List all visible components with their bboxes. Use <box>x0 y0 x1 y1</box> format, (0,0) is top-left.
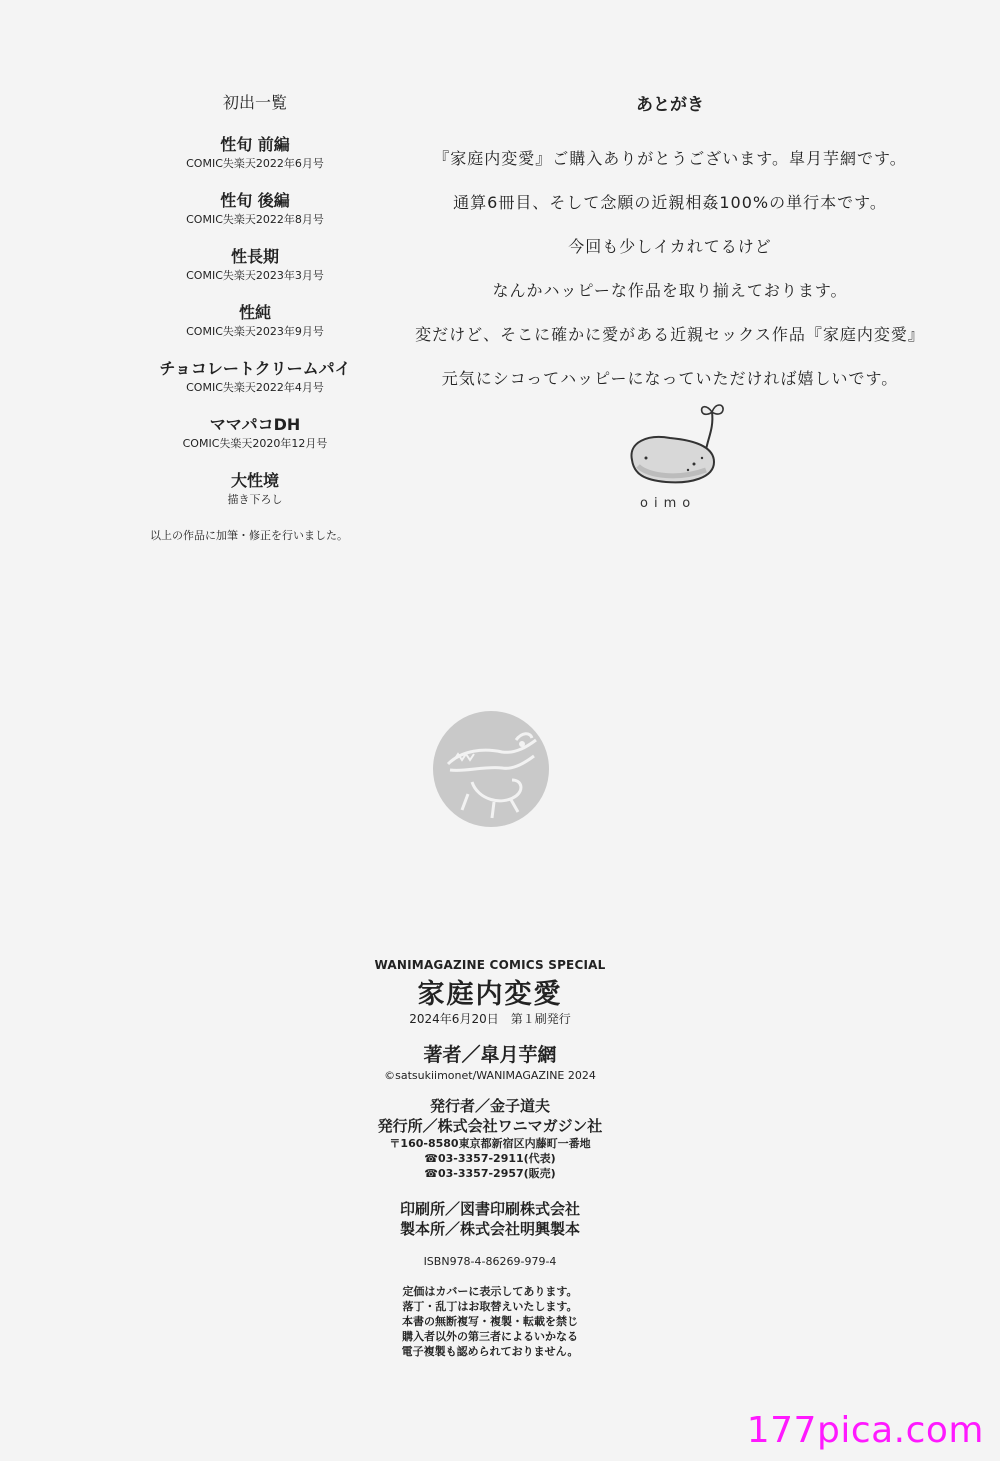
publisher-seal <box>432 710 550 828</box>
story-title: 性純 <box>238 303 271 322</box>
revision-note: 以上の作品に加筆・修正を行いました。 <box>150 529 348 542</box>
notice-line: 本書の無断複写・複製・転載を禁じ <box>402 1315 578 1328</box>
book-title: 家庭内変愛 <box>417 979 563 1010</box>
site-watermark: 177pica.com <box>746 1410 984 1451</box>
author: 著者／皐月芋網 <box>423 1044 557 1066</box>
story-title: 性旬 前編 <box>220 135 290 154</box>
notice-line: 落丁・乱丁はお取替えいたします。 <box>402 1300 578 1313</box>
afterword-line: 元気にシコってハッピーになっていただければ嬉しいです。 <box>441 369 899 388</box>
phone-main: ☎03-3357-2911(代表) <box>424 1152 556 1165</box>
list-item <box>130 135 380 172</box>
signature: oimo <box>640 496 697 511</box>
list-item <box>130 247 380 284</box>
story-source: COMIC失楽天2022年4月号 <box>186 381 324 394</box>
story-source: COMIC失楽天2022年6月号 <box>186 157 324 170</box>
story-source: COMIC失楽天2022年8月号 <box>186 213 324 226</box>
phone-sales: ☎03-3357-2957(販売) <box>424 1167 556 1180</box>
potato-sprout-illustration <box>618 398 728 516</box>
crocodile-seal-icon <box>432 710 550 828</box>
afterword-heading: あとがき <box>636 95 704 115</box>
story-title: ママパコDH <box>209 415 301 434</box>
story-title: 大性境 <box>230 471 279 490</box>
afterword-line: なんかハッピーな作品を取り揃えております。 <box>492 281 848 300</box>
story-title: 性長期 <box>230 247 279 266</box>
afterword <box>390 90 950 401</box>
list-item <box>130 303 380 340</box>
printer: 印刷所／図書印刷株式会社 <box>399 1200 580 1218</box>
colophon <box>300 958 680 1359</box>
notice-line: 定価はカバーに表示してあります。 <box>402 1285 578 1298</box>
copyright: ©satsukiimonet/WANIMAGAZINE 2024 <box>384 1069 596 1082</box>
list-item <box>130 471 380 508</box>
story-source: COMIC失楽天2023年9月号 <box>186 325 324 338</box>
publisher-address: 〒160-8580東京都新宿区内藤町一番地 <box>389 1137 591 1150</box>
story-title: チョコレートクリームパイ <box>159 359 351 378</box>
publication-date: 2024年6月20日 第１刷発行 <box>409 1012 571 1026</box>
first-appearance-list <box>130 90 380 543</box>
printer-block <box>300 1199 680 1239</box>
publisher-company: 発行所／株式会社ワニマガジン社 <box>377 1117 603 1135</box>
notice-line: 購入者以外の第三者によるいかなる <box>402 1330 578 1343</box>
afterword-line: 変だけど、そこに確かに愛がある近親セックス作品『家庭内変愛』 <box>415 325 925 344</box>
afterword-line: 『家庭内変愛』ご購入ありがとうございます。皐月芋網です。 <box>433 149 907 168</box>
story-title: 性旬 後編 <box>220 191 290 210</box>
notice-line: 電子複製も認められておりません。 <box>401 1345 579 1358</box>
story-source: 描き下ろし <box>227 493 283 506</box>
binder: 製本所／株式会社明興製本 <box>399 1220 580 1238</box>
legal-notices <box>300 1284 680 1359</box>
isbn: ISBN978-4-86269-979-4 <box>423 1255 557 1268</box>
first-appearance-heading: 初出一覧 <box>222 93 287 112</box>
list-item <box>130 191 380 228</box>
afterword-line: 通算6冊目、そして念願の近親相姦100%の単行本です。 <box>453 193 887 212</box>
story-source: COMIC失楽天2023年3月号 <box>186 269 324 282</box>
publisher-block <box>300 1096 680 1181</box>
list-item <box>130 415 380 452</box>
list-item <box>130 359 380 396</box>
story-source: COMIC失楽天2020年12月号 <box>182 437 328 450</box>
series-name: WANIMAGAZINE COMICS SPECIAL <box>374 958 606 972</box>
afterword-line: 今回も少しイカれてるけど <box>568 237 772 256</box>
publisher-person: 発行者／金子道夫 <box>429 1097 550 1115</box>
